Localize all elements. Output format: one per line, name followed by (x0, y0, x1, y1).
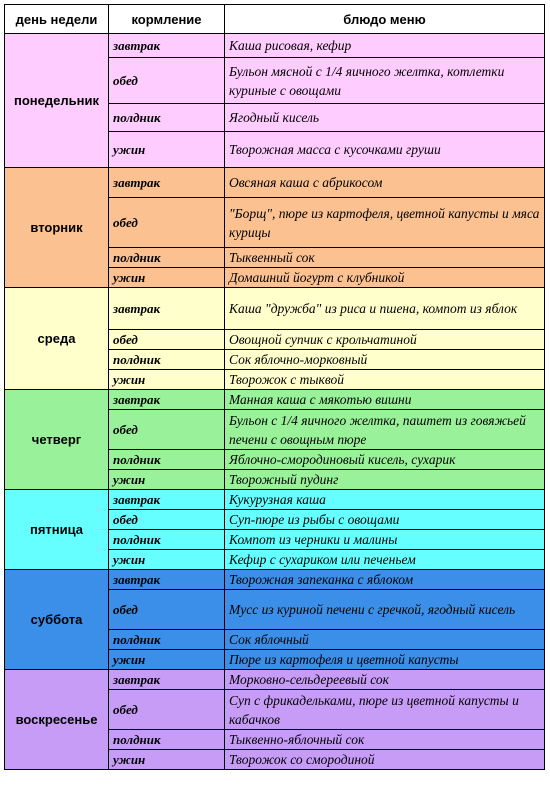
table-row (5, 168, 545, 198)
meal-type: ужин (109, 268, 225, 288)
menu-dish: Творожный пудинг (225, 470, 545, 490)
table-row (5, 670, 545, 690)
meal-type: полдник (109, 730, 225, 750)
menu-dish: Овощной супчик с крольчатиной (225, 330, 545, 350)
meal-type: ужин (109, 470, 225, 490)
day-name: воскресенье (5, 670, 109, 770)
table-row (5, 34, 545, 58)
menu-dish: Пюре из картофеля и цветной капусты (225, 650, 545, 670)
header-day: день недели (5, 5, 109, 34)
meal-type: ужин (109, 132, 225, 168)
meal-type: полдник (109, 104, 225, 132)
menu-dish: Тыквенно-яблочный сок (225, 730, 545, 750)
menu-dish: Ягодный кисель (225, 104, 545, 132)
menu-dish: Яблочно-смородиновый кисель, сухарик (225, 450, 545, 470)
meal-type: завтрак (109, 168, 225, 198)
meal-type: полдник (109, 630, 225, 650)
menu-body (5, 34, 545, 770)
header-dish: блюдо меню (225, 5, 545, 34)
menu-dish: Кефир с сухариком или печеньем (225, 550, 545, 570)
menu-dish: Каша "дружба" из риса и пшена, компот из яблок (225, 288, 545, 330)
meal-type: завтрак (109, 288, 225, 330)
meal-type: завтрак (109, 390, 225, 410)
meal-type: полдник (109, 350, 225, 370)
meal-type: завтрак (109, 490, 225, 510)
menu-dish: Морковно-сельдереевый сок (225, 670, 545, 690)
table-row (5, 570, 545, 590)
meal-type: ужин (109, 650, 225, 670)
day-name: вторник (5, 168, 109, 288)
menu-dish: Сок яблочный (225, 630, 545, 650)
meal-type: ужин (109, 370, 225, 390)
menu-dish: Овсяная каша с абрикосом (225, 168, 545, 198)
menu-dish: Манная каша с мякотью вишни (225, 390, 545, 410)
day-name: суббота (5, 570, 109, 670)
menu-dish: Тыквенный сок (225, 248, 545, 268)
meal-type: завтрак (109, 570, 225, 590)
menu-dish: Мусс из куриной печени с гречкой, ягодный кисель (225, 590, 545, 630)
day-name: пятница (5, 490, 109, 570)
day-name: среда (5, 288, 109, 390)
meal-type: полдник (109, 530, 225, 550)
menu-dish: Кукурузная каша (225, 490, 545, 510)
menu-dish: Каша рисовая, кефир (225, 34, 545, 58)
meal-type: обед (109, 690, 225, 730)
menu-dish: Суп с фрикадельками, пюре из цветной капусты и кабачков (225, 690, 545, 730)
meal-type: обед (109, 590, 225, 630)
menu-dish: Бульон мясной с 1/4 яичного желтка, котлетки куриные с овощами (225, 58, 545, 104)
menu-dish: Сок яблочно-морковный (225, 350, 545, 370)
table-row (5, 390, 545, 410)
meal-type: ужин (109, 550, 225, 570)
meal-type: полдник (109, 248, 225, 268)
menu-dish: Домашний йогурт с клубникой (225, 268, 545, 288)
meal-type: завтрак (109, 34, 225, 58)
menu-dish: Творожок со смородиной (225, 750, 545, 770)
meal-type: обед (109, 510, 225, 530)
menu-dish: Компот из черники и малины (225, 530, 545, 550)
header-row (5, 5, 545, 34)
meal-type: завтрак (109, 670, 225, 690)
menu-dish: Суп-пюре из рыбы с овощами (225, 510, 545, 530)
table-row (5, 288, 545, 330)
menu-dish: Творожная масса с кусочками груши (225, 132, 545, 168)
day-name: четверг (5, 390, 109, 490)
day-name: понедельник (5, 34, 109, 168)
header-meal: кормление (109, 5, 225, 34)
meal-type: обед (109, 330, 225, 350)
menu-dish: Творожок с тыквой (225, 370, 545, 390)
menu-dish: Бульон с 1/4 яичного желтка, паштет из говяжьей печени с овощным пюре (225, 410, 545, 450)
menu-dish: Творожная запеканка с яблоком (225, 570, 545, 590)
weekly-menu-table (4, 4, 545, 770)
meal-type: ужин (109, 750, 225, 770)
table-row (5, 490, 545, 510)
menu-dish: "Борщ", пюре из картофеля, цветной капусты и мяса курицы (225, 198, 545, 248)
meal-type: полдник (109, 450, 225, 470)
meal-type: обед (109, 58, 225, 104)
meal-type: обед (109, 198, 225, 248)
meal-type: обед (109, 410, 225, 450)
